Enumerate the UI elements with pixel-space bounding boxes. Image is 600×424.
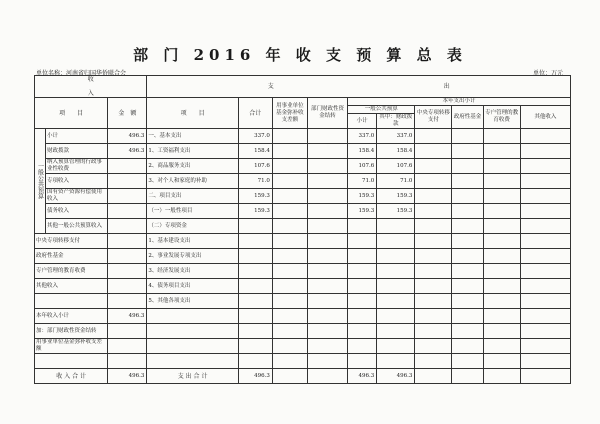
fiscal-allocation (377, 309, 415, 324)
dept-carry-cell (307, 264, 347, 279)
gov-fund-cell (452, 324, 483, 339)
expense-item (147, 324, 238, 339)
table-row (35, 189, 571, 204)
table-row (35, 174, 571, 189)
central-transfer-cell (415, 324, 452, 339)
income-amount (108, 294, 147, 309)
income-header: 收入 (35, 76, 147, 98)
expense-item: 3、经济发展支出 (147, 264, 238, 279)
fiscal-allocation (377, 339, 415, 354)
central-transfer-cell (415, 279, 452, 294)
other-income-cell (520, 189, 570, 204)
dept-fund-cell (272, 234, 307, 249)
side-label: 一般公共预算 (35, 129, 46, 234)
table-row (35, 354, 571, 369)
fiscal-allocation (377, 324, 415, 339)
fiscal-allocation: 107.6 (377, 159, 415, 174)
budget-table (34, 75, 571, 384)
dept-fund-cell (272, 309, 307, 324)
empty-cell (452, 369, 483, 384)
general-subtotal (348, 234, 377, 249)
income-amount (108, 249, 147, 264)
other-income-cell (520, 129, 570, 144)
page-title: 部 门 2016 年 收 支 预 算 总 表 (133, 46, 467, 64)
gov-fund-cell (452, 204, 483, 219)
dept-carry-cell (307, 309, 347, 324)
central-transfer-cell (415, 354, 452, 369)
dept-fund-cell (272, 159, 307, 174)
empty-cell (483, 369, 520, 384)
income-item (35, 354, 108, 369)
expense-total (238, 264, 272, 279)
gov-fund-cell (452, 354, 483, 369)
dept-carry-cell (307, 279, 347, 294)
expense-item (147, 354, 238, 369)
edu-fee-cell (483, 354, 520, 369)
income-total: 496.3 (108, 369, 147, 384)
central-transfer-cell (415, 219, 452, 234)
expense-total: 107.6 (238, 159, 272, 174)
central-transfer-cell (415, 249, 452, 264)
central-transfer-cell (415, 234, 452, 249)
fiscal-total: 496.3 (377, 369, 415, 384)
income-amount (108, 174, 147, 189)
dept-carry-cell (307, 234, 347, 249)
expense-total (238, 339, 272, 354)
gov-fund-cell (452, 189, 483, 204)
expense-item: 1、工资福利支出 (147, 144, 238, 159)
income-item: 国有资产资源有偿使用收入 (46, 189, 108, 204)
expense-item-header: 项 目 (147, 98, 238, 129)
general-subtotal (348, 354, 377, 369)
central-transfer-cell (415, 309, 452, 324)
dept-carry-cell (307, 159, 347, 174)
empty-cell (520, 369, 570, 384)
other-income-cell (520, 159, 570, 174)
general-subtotal (348, 309, 377, 324)
central-transfer-cell (415, 339, 452, 354)
other-income-cell (520, 279, 570, 294)
table-row (35, 294, 571, 309)
current-year-header: 本年支出小计 (348, 98, 571, 106)
income-item: 加：部门财政性资金结转 (35, 324, 108, 339)
fiscal-allocation: 159.3 (377, 204, 415, 219)
other-income-cell (520, 354, 570, 369)
income-amount-header: 金 额 (108, 98, 147, 129)
table-row (35, 339, 571, 354)
income-item: 专项收入 (46, 174, 108, 189)
other-income-header: 其他收入 (520, 106, 570, 129)
income-item: 政府性基金 (35, 249, 108, 264)
edu-fee-cell (483, 294, 520, 309)
other-income-cell (520, 324, 570, 339)
income-item: 其他收入 (35, 279, 108, 294)
expense-item: 2、事业发展专项支出 (147, 249, 238, 264)
general-budget-header: 一般公共预算 (348, 106, 415, 114)
general-subtotal: 159.3 (348, 204, 377, 219)
income-item-header: 项 目 (35, 98, 108, 129)
income-amount (108, 234, 147, 249)
dept-fund-cell (272, 324, 307, 339)
income-item (35, 294, 108, 309)
expense-item: 5、其他各项支出 (147, 294, 238, 309)
table-row (35, 129, 571, 144)
income-item: 财政拨款 (46, 144, 108, 159)
other-income-cell (520, 219, 570, 234)
dept-fund-cell (272, 204, 307, 219)
subtotal-header: 小计 (348, 114, 377, 129)
income-amount (108, 189, 147, 204)
other-income-cell (520, 309, 570, 324)
central-transfer-cell (415, 204, 452, 219)
dept-carry-header: 部门财政性资金结转 (307, 98, 347, 129)
general-subtotal: 159.3 (348, 189, 377, 204)
dept-fund-cell (272, 219, 307, 234)
expense-total: 158.4 (238, 144, 272, 159)
table-row (35, 144, 571, 159)
expense-total: 337.0 (238, 129, 272, 144)
expense-item: 二、项目支出 (147, 189, 238, 204)
gov-fund-header: 政府性基金 (452, 106, 483, 129)
income-item: 债务收入 (46, 204, 108, 219)
table-row (35, 249, 571, 264)
expense-total-label: 支 出 合 计 (147, 369, 238, 384)
expense-total (238, 309, 272, 324)
edu-fee-cell (483, 339, 520, 354)
expense-item: 4、债务项目支出 (147, 279, 238, 294)
dept-fund-cell (272, 174, 307, 189)
totals-row (35, 369, 571, 384)
expense-total (238, 354, 272, 369)
fiscal-allocation (377, 264, 415, 279)
dept-carry-cell (307, 249, 347, 264)
dept-fund-cell (272, 144, 307, 159)
general-subtotal (348, 339, 377, 354)
income-amount: 496.3 (108, 309, 147, 324)
table-row (35, 279, 571, 294)
other-income-cell (520, 234, 570, 249)
edu-fee-cell (483, 249, 520, 264)
dept-carry-cell (307, 189, 347, 204)
table-row (35, 204, 571, 219)
other-income-cell (520, 339, 570, 354)
gov-fund-cell (452, 249, 483, 264)
edu-fee-cell (483, 264, 520, 279)
table-row (35, 309, 571, 324)
income-amount: 496.3 (108, 129, 147, 144)
general-subtotal (348, 264, 377, 279)
expense-item: 2、商品服务支出 (147, 159, 238, 174)
gov-fund-cell (452, 129, 483, 144)
expense-total: 159.3 (238, 189, 272, 204)
fiscal-allocation: 158.4 (377, 144, 415, 159)
central-transfer-cell (415, 189, 452, 204)
income-item: 用事业单位基金弥补收支差额 (35, 339, 108, 354)
expense-total: 159.3 (238, 204, 272, 219)
table-row (35, 234, 571, 249)
general-subtotal (348, 219, 377, 234)
gov-fund-cell (452, 144, 483, 159)
fiscal-allocation (377, 249, 415, 264)
income-amount (108, 219, 147, 234)
edu-fee-cell (483, 234, 520, 249)
fiscal-allocation: 337.0 (377, 129, 415, 144)
gov-fund-cell (452, 339, 483, 354)
central-transfer-cell (415, 174, 452, 189)
income-amount (108, 324, 147, 339)
dept-carry-cell (307, 339, 347, 354)
fiscal-allocation (377, 219, 415, 234)
gov-fund-cell (452, 279, 483, 294)
total-header: 合计 (238, 98, 272, 129)
income-amount (108, 264, 147, 279)
expense-item: （一）一般性项目 (147, 204, 238, 219)
edu-fee-cell (483, 279, 520, 294)
dept-carry-cell (307, 324, 347, 339)
gov-fund-cell (452, 264, 483, 279)
table-row (35, 159, 571, 174)
expense-item: 一、基本支出 (147, 129, 238, 144)
expense-item (147, 339, 238, 354)
general-subtotal: 337.0 (348, 129, 377, 144)
central-transfer-cell (415, 159, 452, 174)
dept-fund-cell (272, 129, 307, 144)
dept-fund-header: 用事业单位基金弥补收支差额 (272, 98, 307, 129)
income-amount (108, 354, 147, 369)
expense-header: 支 出 (147, 76, 571, 98)
other-income-cell (520, 204, 570, 219)
income-amount (108, 339, 147, 354)
general-subtotal (348, 249, 377, 264)
edu-fee-cell (483, 129, 520, 144)
expense-total (238, 324, 272, 339)
edu-fee-cell (483, 144, 520, 159)
income-item: 纳入预算管理的行政事业性收费 (46, 159, 108, 174)
central-transfer-header: 中央专项转移支付 (415, 106, 452, 129)
expense-total: 71.0 (238, 174, 272, 189)
of-which-header: 其中：财政拨款 (377, 114, 415, 129)
central-transfer-cell (415, 294, 452, 309)
table-row (35, 219, 571, 234)
expense-grand-total: 496.3 (238, 369, 272, 384)
gov-fund-cell (452, 309, 483, 324)
expense-total (238, 234, 272, 249)
general-subtotal: 107.6 (348, 159, 377, 174)
dept-carry-cell (307, 129, 347, 144)
gov-fund-cell (452, 219, 483, 234)
unit-label: 单位：万元 (533, 70, 564, 77)
fiscal-allocation (377, 279, 415, 294)
other-income-cell (520, 174, 570, 189)
fiscal-allocation (377, 354, 415, 369)
dept-fund-cell (272, 354, 307, 369)
dept-fund-cell (272, 264, 307, 279)
edu-fee-cell (483, 204, 520, 219)
fiscal-allocation: 71.0 (377, 174, 415, 189)
dept-carry-cell (307, 204, 347, 219)
income-item: 本年收入小计 (35, 309, 108, 324)
central-transfer-cell (415, 264, 452, 279)
expense-total (238, 249, 272, 264)
central-transfer-cell (415, 144, 452, 159)
subtotal-total: 496.3 (348, 369, 377, 384)
dept-fund-cell (272, 294, 307, 309)
dept-carry-cell (307, 144, 347, 159)
dept-carry-cell (307, 294, 347, 309)
expense-item (147, 309, 238, 324)
general-subtotal: 71.0 (348, 174, 377, 189)
dept-carry-cell (307, 354, 347, 369)
edu-fee-cell (483, 324, 520, 339)
other-income-cell (520, 249, 570, 264)
income-item: 中央专项转移支付 (35, 234, 108, 249)
expense-total (238, 279, 272, 294)
dept-fund-cell (272, 339, 307, 354)
expense-item: （二）专项资金 (147, 219, 238, 234)
expense-item: 1、基本建设支出 (147, 234, 238, 249)
income-amount: 496.3 (108, 144, 147, 159)
other-income-cell (520, 144, 570, 159)
expense-total (238, 219, 272, 234)
empty-cell (307, 369, 347, 384)
edu-fee-cell (483, 159, 520, 174)
edu-fee-cell (483, 174, 520, 189)
edu-fee-cell (483, 189, 520, 204)
fiscal-allocation (377, 234, 415, 249)
income-amount (108, 279, 147, 294)
gov-fund-cell (452, 174, 483, 189)
income-item: 其他一般公共预算收入 (46, 219, 108, 234)
edu-fee-header: 专户管理的教育收费 (483, 106, 520, 129)
empty-cell (415, 369, 452, 384)
table-row (35, 264, 571, 279)
dept-fund-cell (272, 189, 307, 204)
dept-carry-cell (307, 174, 347, 189)
gov-fund-cell (452, 294, 483, 309)
income-item: 专户管理的教育收费 (35, 264, 108, 279)
income-item: 小计 (46, 129, 108, 144)
fiscal-allocation: 159.3 (377, 189, 415, 204)
other-income-cell (520, 264, 570, 279)
table-row (35, 324, 571, 339)
dept-fund-cell (272, 249, 307, 264)
edu-fee-cell (483, 309, 520, 324)
central-transfer-cell (415, 129, 452, 144)
income-amount (108, 204, 147, 219)
fiscal-allocation (377, 294, 415, 309)
expense-item: 3、对个人和家庭的补助 (147, 174, 238, 189)
empty-cell (272, 369, 307, 384)
income-total-label: 收 入 合 计 (35, 369, 108, 384)
general-subtotal: 158.4 (348, 144, 377, 159)
dept-carry-cell (307, 219, 347, 234)
general-subtotal (348, 279, 377, 294)
gov-fund-cell (452, 234, 483, 249)
general-subtotal (348, 294, 377, 309)
other-income-cell (520, 294, 570, 309)
unit-name: 单位名称：河南省归国华侨联合会 (36, 70, 127, 77)
expense-total (238, 294, 272, 309)
edu-fee-cell (483, 219, 520, 234)
dept-fund-cell (272, 279, 307, 294)
general-subtotal (348, 324, 377, 339)
gov-fund-cell (452, 159, 483, 174)
income-amount (108, 159, 147, 174)
